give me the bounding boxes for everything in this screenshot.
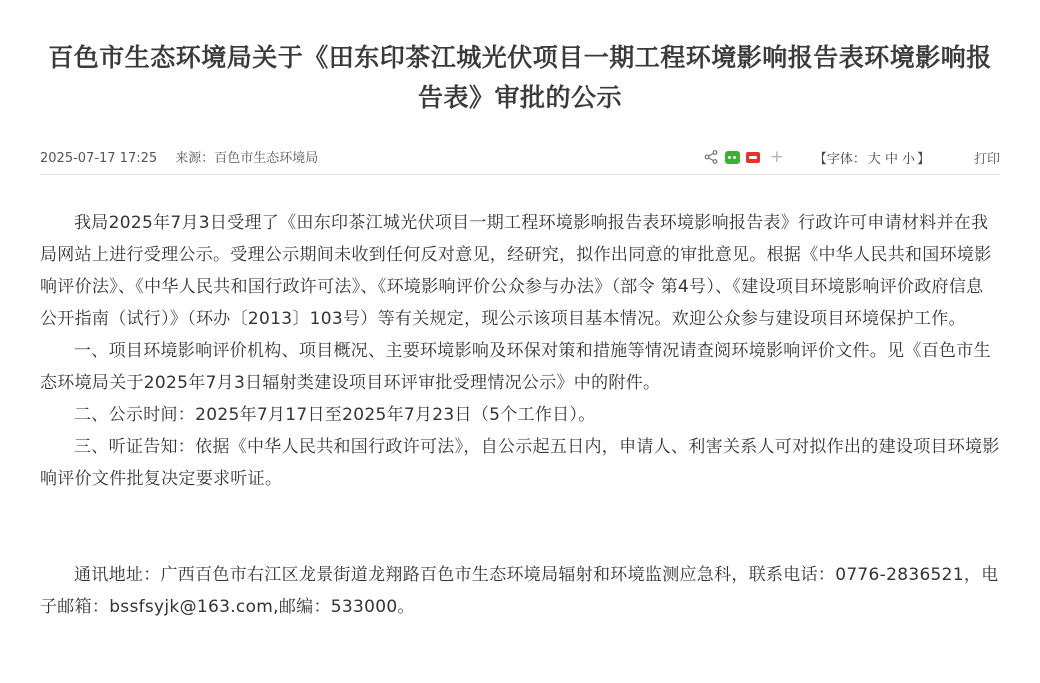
font-size-prefix: 【字体： — [813, 151, 866, 167]
paragraph-intro: 我局2025年7月3日受理了《田东印茶江城光伏项目一期工程环境影响报告表环境影响报告表》行政许可申请材料并在我局网站上进行受理公示。受理公示期间未收到任何反对意见，经研究，拟作出同意的审批意见。根据《中华人民共和国环境影响评价法》、《中华人民共和国行政许可法》、《环境影响评价公众参与办法》（部令 第4号）、《建设项目环境影响评价政府信息公开指南（试行）》（环办〔2013〕103号）等有关规定，现公示该项目基本情况。欢迎公众参与建设项目环境保护工作。 — [40, 213, 992, 329]
paragraph-item-1: 一、项目环境影响评价机构、项目概况、主要环境影响及环保对策和措施等情况请查阅环境影响评价文件。见《百色市生态环境局关于2025年7月3日辐射类建设项目环评审批受理情况公示》中的附件。 — [40, 341, 991, 393]
font-size-suffix: 】 — [916, 151, 930, 167]
paragraph-item-2: 二、公示时间：2025年7月17日至2025年7月23日（5个工作日）。 — [74, 405, 596, 425]
article-meta-bar — [40, 144, 1000, 175]
paragraph-spacer — [40, 495, 1000, 559]
wechat-icon[interactable] — [725, 151, 740, 164]
plus-icon[interactable]: + — [769, 146, 784, 167]
print-button[interactable]: 打印 — [973, 151, 1000, 167]
weibo-icon[interactable] — [746, 152, 760, 163]
font-size-small[interactable]: 小 — [901, 151, 915, 167]
article-body — [40, 207, 1000, 623]
share-icon[interactable] — [703, 149, 719, 165]
publish-datetime: 2025-07-17 17:25 — [40, 151, 158, 166]
font-size-medium[interactable]: 中 — [884, 151, 898, 167]
paragraph-item-3: 三、听证告知：依据《中华人民共和国行政许可法》，自公示起五日内，申请人、利害关系人可对拟作出的建设项目环境影响评价文件批复决定要求听证。 — [40, 437, 1000, 489]
article-source: 来源：百色市生态环境局 — [175, 151, 319, 166]
article-tools — [703, 144, 1000, 170]
font-size-large[interactable]: 大 — [867, 151, 881, 167]
article-container — [40, 0, 1000, 623]
meta-info — [40, 147, 332, 166]
paragraph-contact: 通讯地址：广西百色市右江区龙景街道龙翔路百色市生态环境局辐射和环境监测应急科，联系电话：0776-2836521，电子邮箱：bssfsyjk@163.com,邮编：533000。 — [40, 565, 999, 617]
page-title: 百色市生态环境局关于《田东印茶江城光伏项目一期工程环境影响报告表环境影响报告表》审批的公示 — [48, 43, 992, 112]
font-size-control — [814, 148, 930, 167]
